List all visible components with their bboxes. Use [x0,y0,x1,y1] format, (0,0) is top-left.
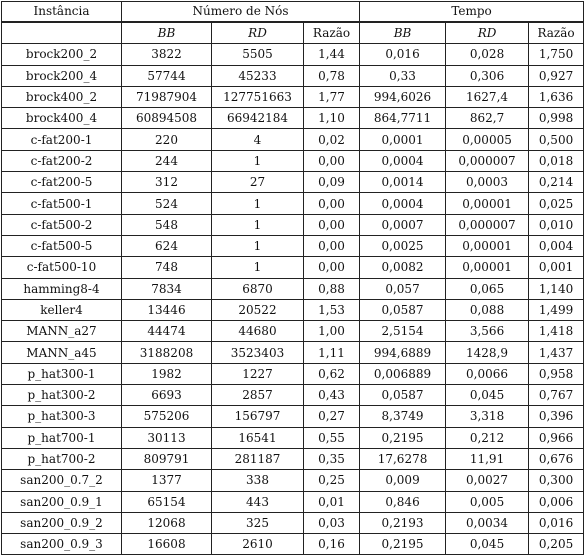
header-time-bb: BB [360,22,446,44]
time-bb-cell: 0,0587 [360,385,446,406]
nodes-ratio-cell: 0,00 [304,257,360,278]
time-ratio-cell: 0,396 [529,406,584,427]
table-body [2,22,584,555]
header-time-rd: RD [446,22,529,44]
instance-cell: c-fat500-10 [2,257,122,278]
time-ratio-cell: 1,140 [529,278,584,299]
nodes-ratio-cell: 1,77 [304,86,360,107]
time-rd-cell: 0,000007 [446,150,529,171]
time-rd-cell: 1428,9 [446,342,529,363]
time-rd-cell: 1627,4 [446,86,529,107]
table-row [2,172,584,193]
time-rd-cell: 3,566 [446,321,529,342]
table-row [2,406,584,427]
time-bb-cell: 0,0025 [360,235,446,256]
table-row [2,65,584,86]
nodes-ratio-cell: 0,00 [304,150,360,171]
nodes-ratio-cell: 1,10 [304,108,360,129]
instance-cell: c-fat200-2 [2,150,122,171]
nodes-ratio-cell: 1,53 [304,299,360,320]
nodes-rd-cell: 127751663 [212,86,304,107]
table-row [2,150,584,171]
instance-cell: p_hat700-1 [2,427,122,448]
table-row [2,491,584,512]
nodes-bb-cell: 220 [122,129,212,150]
results-table-container [1,1,584,555]
nodes-ratio-cell: 0,16 [304,534,360,555]
instance-cell: p_hat300-2 [2,385,122,406]
instance-cell: san200_0.9_1 [2,491,122,512]
nodes-bb-cell: 548 [122,214,212,235]
nodes-ratio-cell: 1,44 [304,44,360,65]
time-bb-cell: 0,2195 [360,427,446,448]
nodes-rd-cell: 1 [212,214,304,235]
nodes-rd-cell: 2610 [212,534,304,555]
nodes-bb-cell: 1377 [122,470,212,491]
nodes-bb-cell: 13446 [122,299,212,320]
nodes-rd-cell: 1 [212,150,304,171]
nodes-ratio-cell: 0,25 [304,470,360,491]
instance-cell: MANN_a45 [2,342,122,363]
nodes-ratio-cell: 1,00 [304,321,360,342]
nodes-bb-cell: 524 [122,193,212,214]
nodes-bb-cell: 809791 [122,448,212,469]
nodes-bb-cell: 60894508 [122,108,212,129]
nodes-ratio-cell: 0,27 [304,406,360,427]
table-row [2,470,584,491]
nodes-rd-cell: 16541 [212,427,304,448]
time-rd-cell: 0,028 [446,44,529,65]
time-ratio-cell: 1,636 [529,86,584,107]
nodes-rd-cell: 1 [212,193,304,214]
time-rd-cell: 11,91 [446,448,529,469]
header-empty-cell [2,22,122,44]
header-nodes-bb: BB [122,22,212,44]
table-row [2,321,584,342]
time-ratio-cell: 0,004 [529,235,584,256]
nodes-rd-cell: 66942184 [212,108,304,129]
time-rd-cell: 0,00001 [446,235,529,256]
instance-cell: MANN_a27 [2,321,122,342]
time-ratio-cell: 0,214 [529,172,584,193]
instance-cell: san200_0.7_2 [2,470,122,491]
nodes-ratio-cell: 0,78 [304,65,360,86]
time-bb-cell: 0,0007 [360,214,446,235]
time-rd-cell: 0,00005 [446,129,529,150]
time-bb-cell: 0,0587 [360,299,446,320]
nodes-rd-cell: 6870 [212,278,304,299]
time-ratio-cell: 0,767 [529,385,584,406]
nodes-ratio-cell: 0,55 [304,427,360,448]
nodes-rd-cell: 2857 [212,385,304,406]
nodes-rd-cell: 338 [212,470,304,491]
time-rd-cell: 0,088 [446,299,529,320]
time-ratio-cell: 0,300 [529,470,584,491]
header-nodes-razao: Razão [304,22,360,44]
nodes-rd-cell: 1 [212,257,304,278]
time-bb-cell: 864,7711 [360,108,446,129]
instance-cell: c-fat200-1 [2,129,122,150]
time-bb-cell: 0,0014 [360,172,446,193]
time-ratio-cell: 1,499 [529,299,584,320]
header-row-subcolumns [2,22,584,44]
instance-cell: c-fat200-5 [2,172,122,193]
time-rd-cell: 0,212 [446,427,529,448]
time-ratio-cell: 0,010 [529,214,584,235]
table-row [2,512,584,533]
nodes-ratio-cell: 0,43 [304,385,360,406]
nodes-bb-cell: 1982 [122,363,212,384]
results-table [1,1,584,555]
table-row [2,44,584,65]
header-nodes-rd: RD [212,22,304,44]
nodes-rd-cell: 281187 [212,448,304,469]
instance-cell: p_hat700-2 [2,448,122,469]
nodes-bb-cell: 244 [122,150,212,171]
time-ratio-cell: 0,927 [529,65,584,86]
time-rd-cell: 0,000007 [446,214,529,235]
time-ratio-cell: 1,750 [529,44,584,65]
nodes-bb-cell: 30113 [122,427,212,448]
table-row [2,108,584,129]
time-ratio-cell: 0,998 [529,108,584,129]
time-bb-cell: 994,6026 [360,86,446,107]
instance-cell: brock200_2 [2,44,122,65]
nodes-bb-cell: 748 [122,257,212,278]
time-bb-cell: 0,0004 [360,193,446,214]
instance-cell: brock400_4 [2,108,122,129]
time-rd-cell: 0,0027 [446,470,529,491]
nodes-bb-cell: 312 [122,172,212,193]
time-bb-cell: 0,0001 [360,129,446,150]
time-rd-cell: 0,045 [446,534,529,555]
nodes-rd-cell: 4 [212,129,304,150]
time-bb-cell: 0,33 [360,65,446,86]
nodes-rd-cell: 3523403 [212,342,304,363]
time-rd-cell: 0,0003 [446,172,529,193]
time-rd-cell: 862,7 [446,108,529,129]
table-row [2,534,584,555]
time-bb-cell: 0,2195 [360,534,446,555]
instance-cell: c-fat500-2 [2,214,122,235]
time-bb-cell: 0,006889 [360,363,446,384]
table-row [2,448,584,469]
table-row [2,235,584,256]
table-row [2,278,584,299]
nodes-rd-cell: 20522 [212,299,304,320]
nodes-rd-cell: 27 [212,172,304,193]
time-rd-cell: 0,0034 [446,512,529,533]
table-row [2,214,584,235]
nodes-rd-cell: 325 [212,512,304,533]
nodes-bb-cell: 3822 [122,44,212,65]
table-row [2,129,584,150]
time-ratio-cell: 0,205 [529,534,584,555]
nodes-bb-cell: 6693 [122,385,212,406]
table-row [2,385,584,406]
time-rd-cell: 0,00001 [446,193,529,214]
instance-cell: c-fat500-5 [2,235,122,256]
header-instancia: Instância [2,2,122,23]
nodes-rd-cell: 1227 [212,363,304,384]
time-bb-cell: 0,846 [360,491,446,512]
nodes-bb-cell: 3188208 [122,342,212,363]
nodes-ratio-cell: 0,02 [304,129,360,150]
time-rd-cell: 0,065 [446,278,529,299]
table-row [2,342,584,363]
time-bb-cell: 17,6278 [360,448,446,469]
table-row [2,86,584,107]
nodes-ratio-cell: 0,09 [304,172,360,193]
time-rd-cell: 0,0066 [446,363,529,384]
time-bb-cell: 0,009 [360,470,446,491]
nodes-bb-cell: 57744 [122,65,212,86]
header-row-groups [2,2,584,23]
time-bb-cell: 0,2193 [360,512,446,533]
nodes-ratio-cell: 0,35 [304,448,360,469]
header-time-razao: Razão [529,22,584,44]
nodes-bb-cell: 7834 [122,278,212,299]
nodes-rd-cell: 5505 [212,44,304,65]
nodes-bb-cell: 71987904 [122,86,212,107]
nodes-rd-cell: 45233 [212,65,304,86]
table-row [2,193,584,214]
nodes-ratio-cell: 1,11 [304,342,360,363]
nodes-ratio-cell: 0,00 [304,193,360,214]
time-rd-cell: 0,005 [446,491,529,512]
time-ratio-cell: 0,500 [529,129,584,150]
nodes-ratio-cell: 0,03 [304,512,360,533]
time-ratio-cell: 0,016 [529,512,584,533]
nodes-ratio-cell: 0,00 [304,235,360,256]
instance-cell: san200_0.9_3 [2,534,122,555]
nodes-rd-cell: 443 [212,491,304,512]
time-ratio-cell: 0,958 [529,363,584,384]
nodes-ratio-cell: 0,62 [304,363,360,384]
nodes-ratio-cell: 0,00 [304,214,360,235]
nodes-rd-cell: 1 [212,235,304,256]
time-ratio-cell: 0,006 [529,491,584,512]
nodes-bb-cell: 16608 [122,534,212,555]
instance-cell: brock400_2 [2,86,122,107]
time-ratio-cell: 0,966 [529,427,584,448]
nodes-ratio-cell: 0,01 [304,491,360,512]
header-group-nodes: Número de Nós [122,2,360,23]
time-bb-cell: 8,3749 [360,406,446,427]
nodes-rd-cell: 44680 [212,321,304,342]
time-bb-cell: 0,0082 [360,257,446,278]
instance-cell: c-fat500-1 [2,193,122,214]
nodes-rd-cell: 156797 [212,406,304,427]
table-row [2,299,584,320]
time-rd-cell: 0,306 [446,65,529,86]
time-bb-cell: 0,057 [360,278,446,299]
time-rd-cell: 3,318 [446,406,529,427]
instance-cell: p_hat300-1 [2,363,122,384]
time-ratio-cell: 1,418 [529,321,584,342]
nodes-bb-cell: 44474 [122,321,212,342]
time-ratio-cell: 0,001 [529,257,584,278]
time-ratio-cell: 1,437 [529,342,584,363]
time-ratio-cell: 0,676 [529,448,584,469]
time-bb-cell: 0,0004 [360,150,446,171]
nodes-bb-cell: 65154 [122,491,212,512]
instance-cell: keller4 [2,299,122,320]
instance-cell: hamming8-4 [2,278,122,299]
header-group-time: Tempo [360,2,584,23]
instance-cell: brock200_4 [2,65,122,86]
time-ratio-cell: 0,018 [529,150,584,171]
instance-cell: p_hat300-3 [2,406,122,427]
time-rd-cell: 0,00001 [446,257,529,278]
nodes-bb-cell: 575206 [122,406,212,427]
time-bb-cell: 994,6889 [360,342,446,363]
time-bb-cell: 0,016 [360,44,446,65]
table-row [2,257,584,278]
time-rd-cell: 0,045 [446,385,529,406]
table-row [2,363,584,384]
table-row [2,427,584,448]
nodes-bb-cell: 624 [122,235,212,256]
instance-cell: san200_0.9_2 [2,512,122,533]
time-bb-cell: 2,5154 [360,321,446,342]
nodes-bb-cell: 12068 [122,512,212,533]
nodes-ratio-cell: 0,88 [304,278,360,299]
time-ratio-cell: 0,025 [529,193,584,214]
